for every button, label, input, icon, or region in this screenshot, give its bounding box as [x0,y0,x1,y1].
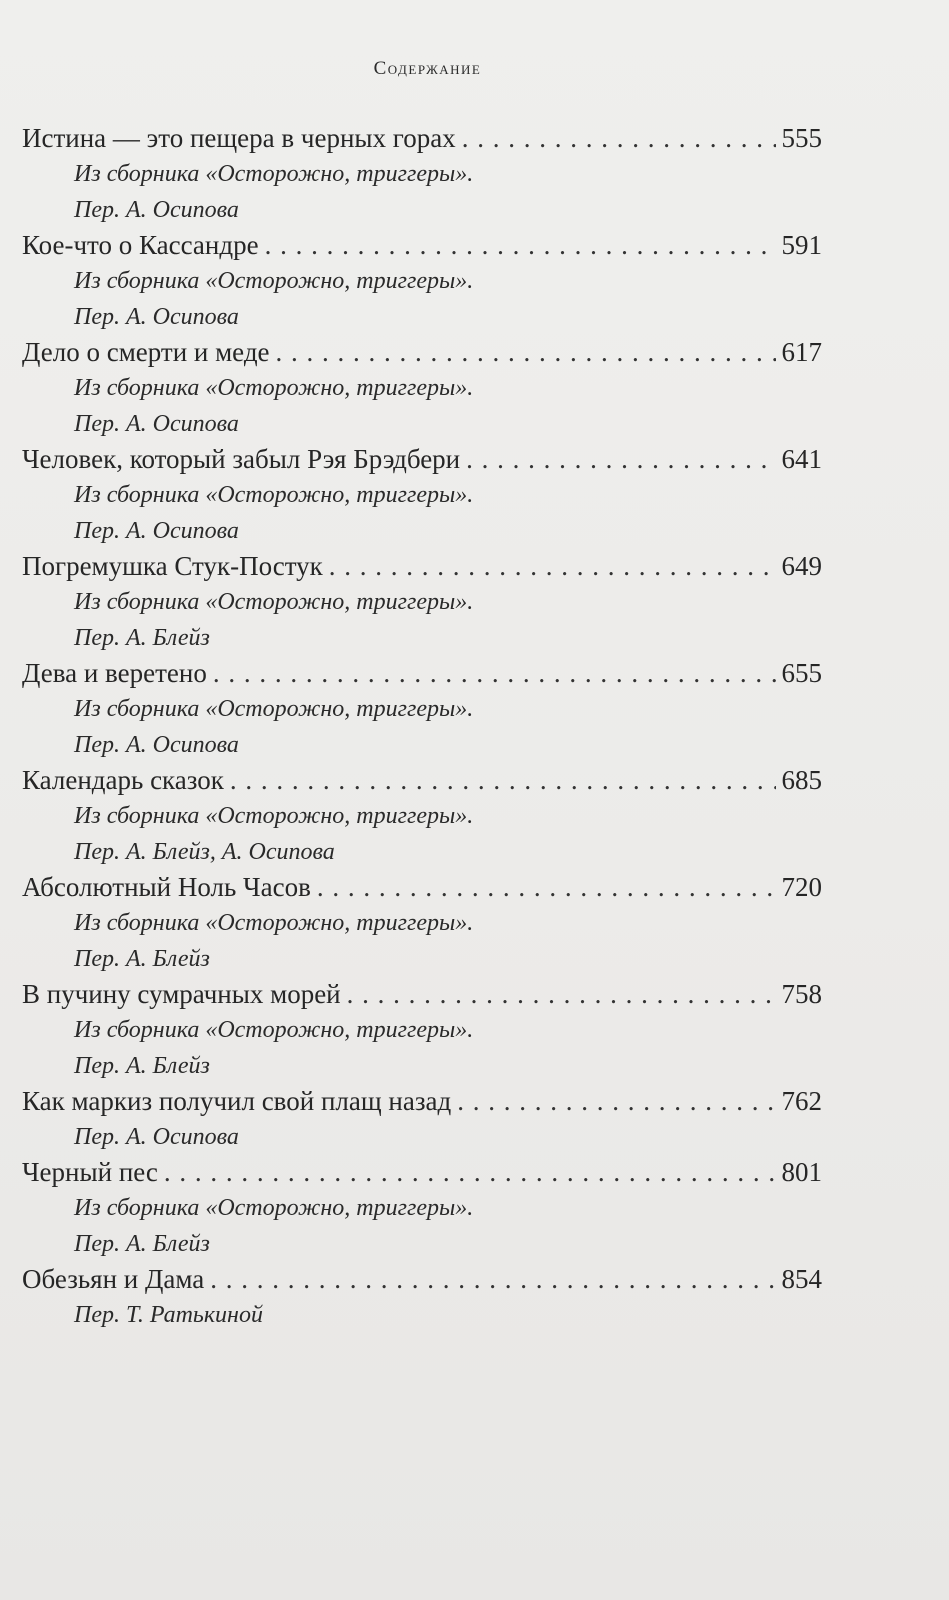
toc-entry [22,763,822,870]
dot-leader [276,335,776,370]
page-number: 655 [781,658,822,688]
toc-title-line [22,335,822,370]
entry-translator: Пер. А. Осипова [74,732,239,758]
toc-title-line [22,656,822,691]
entry-source: Из сборника «Осторожно, триггеры». [74,696,474,722]
dot-leader [230,763,776,798]
entry-title: Погремушка Стук-Постук [22,551,323,581]
page-number: 641 [781,444,822,474]
toc-entry [22,656,822,763]
entry-source: Из сборника «Осторожно, триггеры». [74,268,474,294]
entry-title: Обезьян и Дама [22,1264,205,1294]
entry-source: Из сборника «Осторожно, триггеры». [74,482,474,508]
entry-translator: Пер. А. Блейз, А. Осипова [74,839,335,865]
toc-entry [22,1084,822,1155]
dot-leader [210,1262,775,1297]
entry-title: Как маркиз получил свой плащ назад [22,1086,452,1116]
entry-source: Из сборника «Осторожно, триггеры». [74,910,474,936]
toc-entry [22,870,822,977]
entry-source: Из сборника «Осторожно, триггеры». [74,161,474,187]
dot-leader [462,121,776,156]
toc-entry [22,977,822,1084]
toc-entry [22,442,822,549]
page-number: 617 [781,337,822,367]
entry-translator: Пер. Т. Ратькиной [74,1302,263,1328]
dot-leader [164,1155,776,1190]
entry-translator: Пер. А. Блейз [74,1231,210,1257]
toc-title-line [22,977,822,1012]
entry-translator: Пер. А. Блейз [74,946,210,972]
entry-source: Из сборника «Осторожно, триггеры». [74,589,474,615]
toc-entry [22,1262,822,1333]
page-number: 801 [781,1157,822,1187]
entry-translator: Пер. А. Осипова [74,411,239,437]
dot-leader [347,977,776,1012]
dot-leader [213,656,776,691]
entry-translator: Пер. А. Осипова [74,518,239,544]
toc-title-line [22,1262,822,1297]
entry-title: Кое-что о Кассандре [22,230,259,260]
dot-leader [466,442,775,477]
entry-translator: Пер. А. Блейз [74,625,210,651]
entry-title: Черный пес [22,1157,158,1187]
toc-title-line [22,870,822,905]
entry-source: Из сборника «Осторожно, триггеры». [74,375,474,401]
page-number: 591 [781,230,822,260]
toc-title-line [22,1084,822,1119]
entry-title: Истина — это пещера в черных горах [22,123,456,153]
toc-title-line [22,228,822,263]
page-number: 854 [781,1264,822,1294]
page-number: 685 [781,765,822,795]
page-number: 758 [781,979,822,1009]
toc-title-line [22,121,822,156]
toc-entry [22,1155,822,1262]
dot-leader [265,228,776,263]
dot-leader [457,1084,775,1119]
entry-title: Календарь сказок [22,765,224,795]
toc-title-line [22,549,822,584]
entry-title: Абсолютный Ноль Часов [22,872,311,902]
dot-leader [317,870,776,905]
toc-entry [22,228,822,335]
toc-title-line [22,1155,822,1190]
toc-entry [22,549,822,656]
dot-leader [329,549,776,584]
entry-source: Из сборника «Осторожно, триггеры». [74,1017,474,1043]
entry-translator: Пер. А. Блейз [74,1053,210,1079]
toc-title-line [22,442,822,477]
entry-translator: Пер. А. Осипова [74,304,239,330]
toc-entry [22,121,822,228]
running-head: Содержание [373,58,482,79]
entry-translator: Пер. А. Осипова [74,1124,239,1150]
entry-source: Из сборника «Осторожно, триггеры». [74,803,474,829]
entry-title: Дело о смерти и меде [22,337,270,367]
toc-entry [22,335,822,442]
entry-source: Из сборника «Осторожно, триггеры». [74,1195,474,1221]
toc-title-line [22,763,822,798]
entry-title: Дева и веретено [22,658,207,688]
page-number: 762 [781,1086,822,1116]
page-number: 720 [781,872,822,902]
entry-title: Человек, который забыл Рэя Брэдбери [22,444,461,474]
page-number: 649 [781,551,822,581]
table-of-contents [22,121,822,1333]
page-number: 555 [781,123,822,153]
entry-translator: Пер. А. Осипова [74,197,239,223]
entry-title: В пучину сумрачных морей [22,979,341,1009]
